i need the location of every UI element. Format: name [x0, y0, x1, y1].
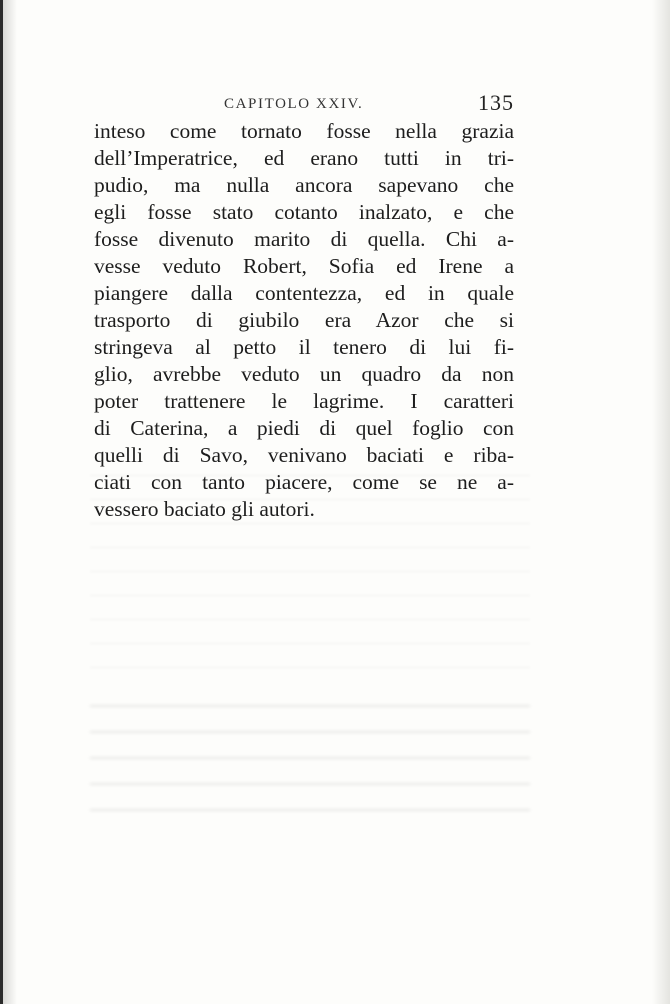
text-line: stringeva al petto il tenero di lui fi-	[94, 335, 514, 359]
text-line: di Caterina, a piedi di quel foglio con	[94, 416, 514, 440]
text-line: ciati con tanto piacere, come se ne a-	[94, 470, 514, 494]
text-line: inteso come tornato fosse nella grazia	[94, 119, 514, 143]
text-line: trasporto di giubilo era Azor che si	[94, 308, 514, 332]
text-line: pudio, ma nulla ancora sapevano che	[94, 173, 514, 197]
body-text	[94, 118, 514, 523]
text-line: piangere dalla contentezza, ed in quale	[94, 281, 514, 305]
text-line: vesse veduto Robert, Sofia ed Irene a	[94, 254, 514, 278]
gutter-shadow	[3, 0, 17, 1004]
text-line: poter trattenere le lagrime. I caratteri	[94, 389, 514, 413]
page-right-shadow	[652, 0, 670, 1004]
text-line: egli fosse stato cotanto inalzato, e che	[94, 200, 514, 224]
text-line: fosse divenuto marito di quella. Chi a-	[94, 227, 514, 251]
page-number: 135	[478, 90, 514, 115]
text-line: glio, avrebbe veduto un quadro da non	[94, 362, 514, 386]
running-head: CAPITOLO XXIV.	[224, 96, 364, 112]
text-line: dell’Imperatrice, ed erano tutti in tri-	[94, 146, 514, 170]
text-line: vessero baciato gli autori.	[94, 497, 315, 521]
show-through-text-lower	[90, 705, 530, 825]
text-line: quelli di Savo, venivano baciati e riba-	[94, 443, 514, 467]
